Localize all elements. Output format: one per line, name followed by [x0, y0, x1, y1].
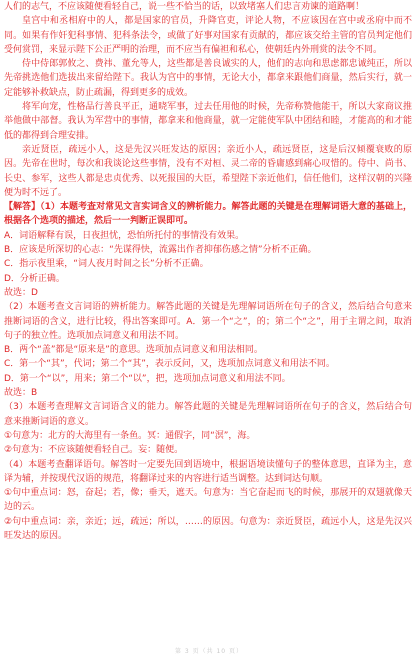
question-3-item-2: ②句意为：不应该随便看轻自己。妄：随便。	[4, 445, 184, 456]
question-2-option-d: D．第一个“以”，用来；第二个“以”，把，选项加点词意义和用法不同。	[4, 373, 291, 384]
question-3-analysis: （3）本题考查理解文言词语含义的能力。解答此题的关键是先理解词语所在句子的含义，然后结合句意来推断词语的意义。	[4, 402, 412, 427]
paragraph-2: 皇宫中和丞相府中的人，都是国家的官员，升降官吏，评论人物，不应该因在宫中或丞府中而不同。如果有作奸犯科事情、犯科条法令，或做了好事对国家有贡献的，都应该交给主管的官员判定他们受何赏罚，来显示陛下公正严明的治理，而不应当有偏袒和私心，使朝廷内外刑赏的法令不同。	[4, 16, 412, 55]
answer-option-b: B．应该是所深切的心志：“先谋得快，流露出作者抑郁伤感之情”分析不正确。	[4, 245, 317, 256]
paragraph-4: 将军向宠，性格品行善良平正，通晓军事，过去任用他的时候，先帝称赞他能干，所以大家商议推举他做中部督。我认为军营中的事情，都拿来和他商量，就一定能使军队中团结和睦，才能高的和才能低的都得到合理安排。	[4, 102, 412, 141]
paragraph-1: 人们的志气，不应该随便看轻自己，说一些不恰当的话，以致堵塞人们忠言劝谏的道路啊！	[4, 2, 365, 12]
question-4-item-2: ②句中重点词：亲，亲近；远，疏远；所以，……的原因。句意为：亲近贤臣，疏远小人，这是先汉兴旺发达的原因。	[4, 516, 412, 541]
answer-option-c: C．指示夜里乘，“词人夜月时间之长”分析不正确。	[4, 259, 209, 270]
document-page	[4, 0, 412, 656]
question-2-analysis: （2）本题考查文言词语的辨析能力。解答此题的关键是先理解词语所在句子的含义，然后结合句意来推断词语的含义，进行比较，得出答案即可。A．第一个“之”，的；第二个“之”，用于主谓之间，取消句子的独立性。选项加点词意义和用法不同。	[4, 302, 412, 341]
question-4-item-1: ①句中重点词：怒，奋起；若，像；垂天，遮天。句意为：当它奋起而飞的时候，那展开的双翅就像天边的云。	[4, 488, 412, 513]
question-4-analysis: （4）本题考查翻译语句。解答时一定要先回到语境中，根据语境读懂句子的整体意思，直译为主，意译为辅，并按现代汉语的规范，将翻译过来的内容进行适当调整。达到词达句顺。	[4, 459, 412, 484]
paragraph-5: 亲近贤臣，疏远小人，这是先汉兴旺发达的原因；亲近小人，疏远贤臣，这是后汉倾覆衰败的原因。先帝在世时，每次和我谈论这些事情，没有不对桓、灵二帝的昏庸感到痛心叹惜的。侍中、尚书、长史、参军，这些人都是忠贞优秀、以死报国的大臣，希望陛下亲近他们，信任他们，这样汉朝的兴隆便为时不远了。	[4, 144, 412, 198]
question-3-item-1: ①句意为：北方的大海里有一条鱼。冥：通假字，同“溟”，海。	[4, 430, 256, 441]
page-footer: 第 3 页（共 10 页）	[174, 648, 244, 655]
answer-option-a: A．词语解释有误，日夜担忧，恐怕所托付的事情没有效果。	[4, 230, 245, 241]
answer-option-d: D．分析正确。	[4, 273, 65, 284]
question-2-option-b: B．两个“盖”都是“原来是”的意思。选项加点词意义和用法相同。	[4, 345, 263, 356]
answer-heading-paragraph: 【解答】（1）本题考查对常见文言实词含义的辨析能力。解答此题的关键是在理解词语大意的基础上，根据各个选项的描述，然后一一判断正误即可。	[4, 202, 412, 227]
paragraph-3: 侍中侍郎郭攸之、费祎、董允等人，这些都是善良诚实的人，他们的志向和思虑都忠诚纯正，所以先帝挑选他们选拔出来留给陛下。我认为宫中的事情，无论大小，都拿来跟他们商量，然后实行，就一定能够补救缺点，防止疏漏，得到更多的成效。	[4, 59, 412, 98]
question-2-option-c: C．第一个“其”，代词；第二个“其”，表示反问，又，选项加点词意义和用法不同。	[4, 359, 335, 370]
answer-choice-2: 故选：B	[4, 388, 38, 399]
answer-choice-1: 故选：D	[4, 287, 38, 298]
